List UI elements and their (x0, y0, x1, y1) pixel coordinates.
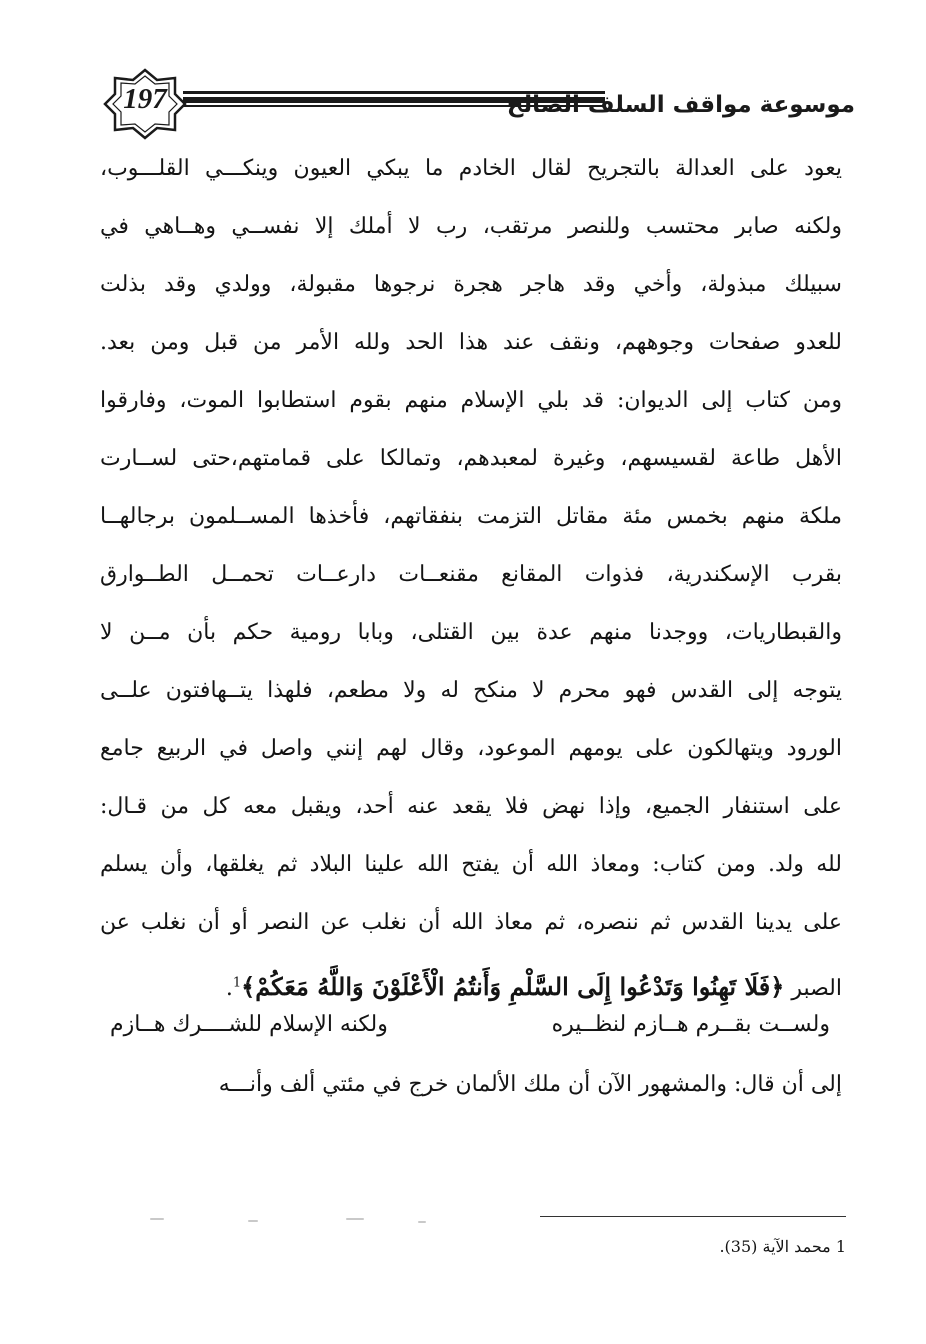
page-number: 197 (123, 83, 167, 115)
text-line: سبيلك مبذولة، وأخي وقد هاجر هجرة نرجوها مقبولة، وولدي وقد بذلت (100, 272, 842, 297)
text-line: على يدينا القدس ثم ننصره، ثم معاذ الله أن نغلب عن النصر أو أن نغلب عن (100, 910, 842, 935)
scan-speck (418, 1221, 426, 1223)
body-text (100, 140, 842, 1020)
book-title: موسوعة مواقف السلف الصالح (506, 92, 855, 118)
footnote-text: محمد الآية (35). (719, 1237, 831, 1256)
text-line: الورود ويتهالكون على يومهم الموعود، وقال لهم إنني واصل في الربيع جامع (100, 736, 842, 761)
poem-second-hemistich: ولكنه الإسلام للشــــرك هــازم (110, 1012, 388, 1037)
footnote (560, 1234, 846, 1260)
text-line: ومن كتاب إلى الديوان: قد بلي الإسلام منهم بقوم استطابوا الموت، وفارقوا (100, 388, 842, 413)
closing-line: إلى أن قال: والمشهور الآن أن ملك الألمان خرج في مئتي ألف وأنـــه (218, 1072, 842, 1097)
text-line: يعود على العدالة بالتجريح لقال الخادم ما يبكي العيون وينكـــي القلـــوب، (100, 156, 842, 181)
text-line: يتوجه إلى القدس فهو محرم لا منكح له ولا مطعم، فلهذا يتــهافتون علــى (100, 678, 842, 703)
text-line: بقرب الإسكندرية، فذوات المقانع مقنعــات دارعــات تحمــل الطــوارق (100, 562, 842, 587)
text-line: لله ولد. ومن كتاب: ومعاذ الله أن يفتح الله علينا البلاد ثم يغلقها، وأن يسلم (100, 852, 842, 877)
scan-speck (248, 1220, 258, 1222)
quran-verse: ﴿فَلَا تَهِنُوا وَتَدْعُوا إِلَى السَّلْمِ وَأَنتُمُ الْأَعْلَوْنَ وَاللَّهُ مَعَكُمْ﴾ (241, 972, 785, 1001)
text-line: على استنفار الجميع، وإذا نهض فلا يقعد عنه أحد، ويقبل معه كل من قـال: (100, 794, 842, 819)
footnote-reference[interactable]: 1 (232, 975, 242, 991)
poem-verse (110, 1000, 830, 1050)
page-number-badge (103, 68, 187, 140)
verse-end-punctuation: . (225, 976, 233, 1001)
text-line: للعدو صفحات وجوههم، ونقف عند هذا الحد ولله الأمر من قبل ومن بعد. (100, 330, 842, 355)
verse-prefix: الصبر (791, 976, 842, 1001)
footnote-separator (540, 1216, 846, 1217)
scan-speck (346, 1218, 364, 1220)
scan-speck (150, 1218, 164, 1220)
text-line: الأهل طاعة لقسيسهم، وغيرة لمعبدهم، وتمالكا على قمامتهم،حتى لســارت (100, 446, 842, 471)
poem-first-hemistich: ولســت بقــرم هــازم لنظــيره (551, 1012, 830, 1037)
text-line: ولكنه صابر محتسب وللنصر مرتقب، رب لا أملك إلا نفســي وهــاهي في (100, 214, 842, 239)
footnote-number: 1 (835, 1237, 846, 1256)
text-line: ملكة منهم بخمس مئة مقاتل التزمت بنفقاتهم، فأخذها المســلمون برجالهــا (100, 504, 842, 529)
text-line: والقبطاريات، ووجدنا منهم عدة بين القتلى، وبابا رومية حكم بأن مــن لا (100, 620, 842, 645)
